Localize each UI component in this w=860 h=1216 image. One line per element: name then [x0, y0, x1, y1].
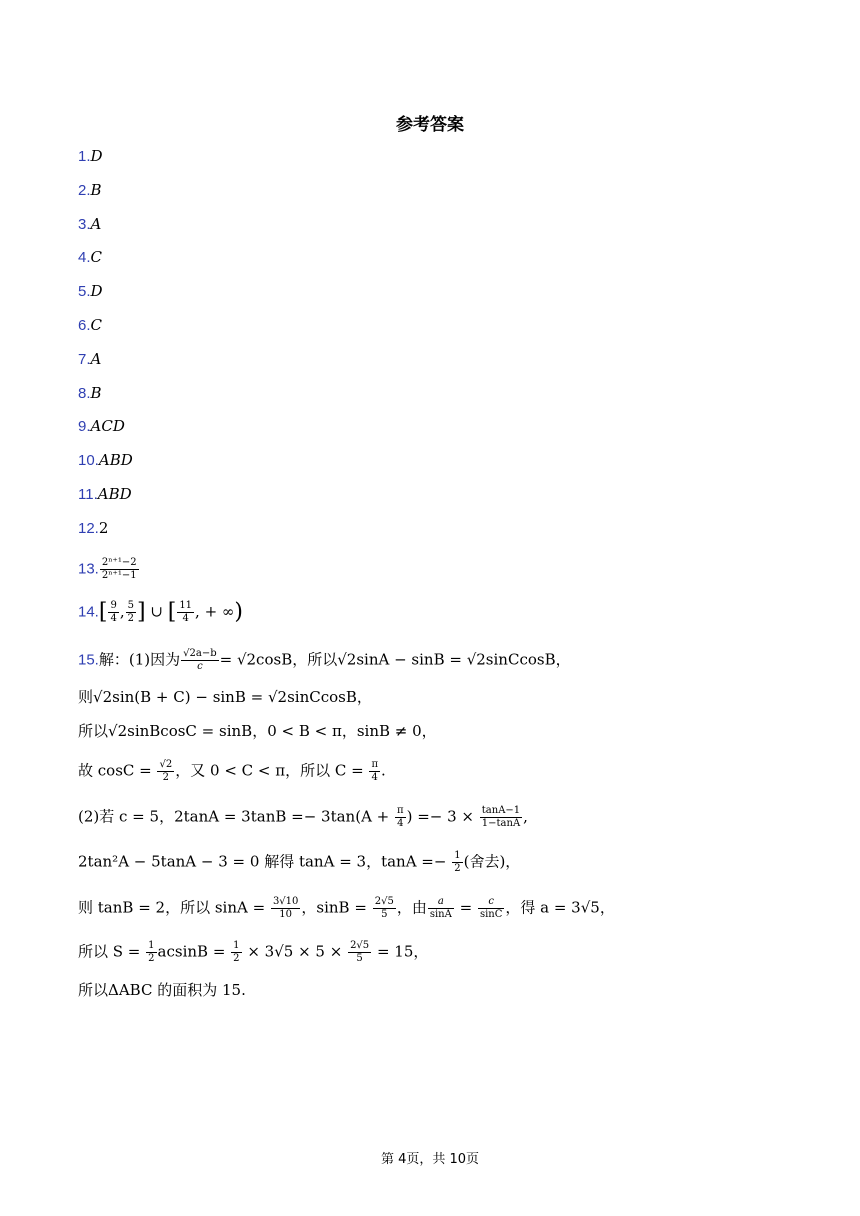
answer-item: [78, 180, 102, 201]
sqrt-icon: √: [236, 650, 247, 669]
answer-value: A: [90, 215, 102, 233]
answer-value: ACD: [90, 417, 125, 435]
answer-item: [78, 349, 101, 370]
question-number: 13.: [78, 560, 99, 578]
right-paren: ): [234, 599, 244, 625]
question-number: 11.: [78, 486, 98, 503]
answer-value: ABD: [97, 485, 132, 503]
sqrt-icon: √: [580, 898, 591, 917]
question-number: 1.: [78, 148, 91, 165]
question-number: 10.: [78, 452, 99, 469]
fraction: $\frac{1}{2}$: [233, 940, 240, 964]
fraction: $\frac{\pi}{4}$: [397, 805, 404, 829]
sqrt-icon: √: [183, 648, 190, 659]
fraction: $\frac{9}{4}$: [110, 600, 117, 624]
answer-item: [78, 146, 103, 167]
answer-value: D: [90, 147, 103, 165]
union-symbol: ∪: [150, 602, 163, 621]
solution-15-line-7: 则 tanB = 2，所以 sinA = $\frac{3√10}{10}$ ，sinB = $\frac{2√5}{5}$ ，由 $\frac{a}{\sin A}$ = $\frac{c}{\sin C}$ ，得 a = 3√5，: [78, 896, 615, 920]
question-number: 5.: [78, 283, 91, 300]
question-number: 4.: [78, 249, 91, 266]
answer-value: B: [90, 181, 102, 199]
question-number: 14.: [78, 603, 99, 621]
fraction: $\frac{\pi}{4}$: [371, 759, 379, 783]
answer-value: 2: [98, 519, 109, 537]
solution-15-line-3: 所以√2sinBcosC = sinB，0 < B < π，sinB ≠ 0，: [78, 722, 437, 740]
solution-15-line-9: 所以ΔABC 的面积为 15.: [78, 981, 246, 999]
fraction: $\frac{\text{2ⁿ⁺¹−2}}{\text{2ⁿ⁺¹−1}}$: [101, 557, 137, 581]
fraction: $\frac{\tan A-1}{1-\tan A}$: [481, 805, 521, 829]
fraction: $\frac{√2a-b}{c}$: [183, 648, 217, 672]
page-title: 参考答案: [396, 115, 464, 135]
answer-value: ABD: [98, 451, 133, 469]
answer-item: [78, 518, 108, 539]
answer-value: A: [90, 350, 102, 368]
sqrt-icon: √: [108, 722, 118, 740]
answer-14: 14.[ $\frac{9}{4}$ , $\frac{5}{2}$ ] ∪ [ $\frac{11}{4}$ , + ∞): [78, 599, 244, 625]
answer-item: [78, 214, 101, 235]
fraction: $\frac{11}{4}$: [179, 600, 193, 624]
question-number: 15.: [78, 651, 99, 669]
solution-15-line-8: 所以 S = $\frac{1}{2}$ acsinB = $\frac{1}{2}$ × 3√5 × 5 × $\frac{2√5}{5}$ = 15，: [78, 940, 429, 964]
left-bracket: [: [98, 599, 108, 625]
fraction: $\frac{1}{2}$: [148, 940, 155, 964]
question-number: 9.: [78, 418, 91, 435]
question-number: 3.: [78, 216, 91, 233]
answer-item: [78, 315, 102, 336]
fraction: $\frac{2√5}{5}$: [350, 940, 370, 964]
answer-item: [78, 416, 125, 437]
answer-item: [78, 281, 103, 302]
answer-item: [78, 247, 102, 268]
sqrt-icon: √: [159, 759, 166, 770]
answer-value: C: [90, 316, 102, 334]
answer-item: [78, 450, 133, 471]
sqrt-icon: √: [267, 688, 278, 706]
answer-13: [78, 557, 140, 582]
sqrt-icon: √: [93, 688, 103, 706]
answer-item: [78, 484, 132, 505]
fraction: $\frac{a}{\sin A}$: [429, 896, 452, 920]
question-number: 2.: [78, 182, 91, 199]
solution-15-line-4: 故 cosC = $\frac{√2}{2}$ ，又 0 < C < π，所以 C = $\frac{\pi}{4}$ .: [78, 759, 386, 783]
answer-value: D: [90, 282, 103, 300]
solution-15-line-6: 2tan²A − 5tanA − 3 = 0 解得 tanA = 3，tanA =− $\frac{1}{2}$ (舍去)，: [78, 850, 521, 874]
answer-value: B: [90, 384, 102, 402]
fraction: $\frac{1}{2}$: [454, 850, 461, 874]
fraction: $\frac{2√5}{5}$: [374, 896, 394, 920]
question-number: 6.: [78, 317, 91, 334]
fraction: $\frac{√2}{2}$: [159, 759, 173, 783]
fraction: $\frac{3√10}{10}$: [272, 896, 299, 920]
answer-value: C: [90, 248, 102, 266]
solution-15-line-2: 则√2sin(B + C) − sinB = √2sinCcosB，: [78, 688, 372, 706]
sqrt-icon: √: [274, 942, 284, 961]
solution-15-line-1: 15.解：(1)因为 $\frac{√2a-b}{c}$ = √2cosB，所以√2sinA − sinB = √2sinCcosB，: [78, 648, 571, 672]
question-number: 8.: [78, 385, 91, 402]
sqrt-icon: √: [337, 650, 347, 669]
right-bracket: ]: [136, 599, 146, 625]
page-footer: 第 4页，共 10页: [380, 1152, 480, 1167]
solution-15-line-5: (2)若 c = 5，2tanA = 3tanB =− 3tan(A + $\frac{\pi}{4}$ ) =− 3 × $\frac{\tan A-1}{1-\tan A}$ ,: [78, 805, 528, 829]
left-bracket: [: [167, 599, 177, 625]
answer-item: [78, 383, 102, 404]
question-number: 7.: [78, 351, 91, 368]
question-number: 12.: [78, 520, 99, 537]
sqrt-icon: √: [466, 650, 477, 669]
fraction: $\frac{5}{2}$: [127, 600, 134, 624]
fraction: $\frac{c}{\sin C}$: [479, 896, 503, 920]
